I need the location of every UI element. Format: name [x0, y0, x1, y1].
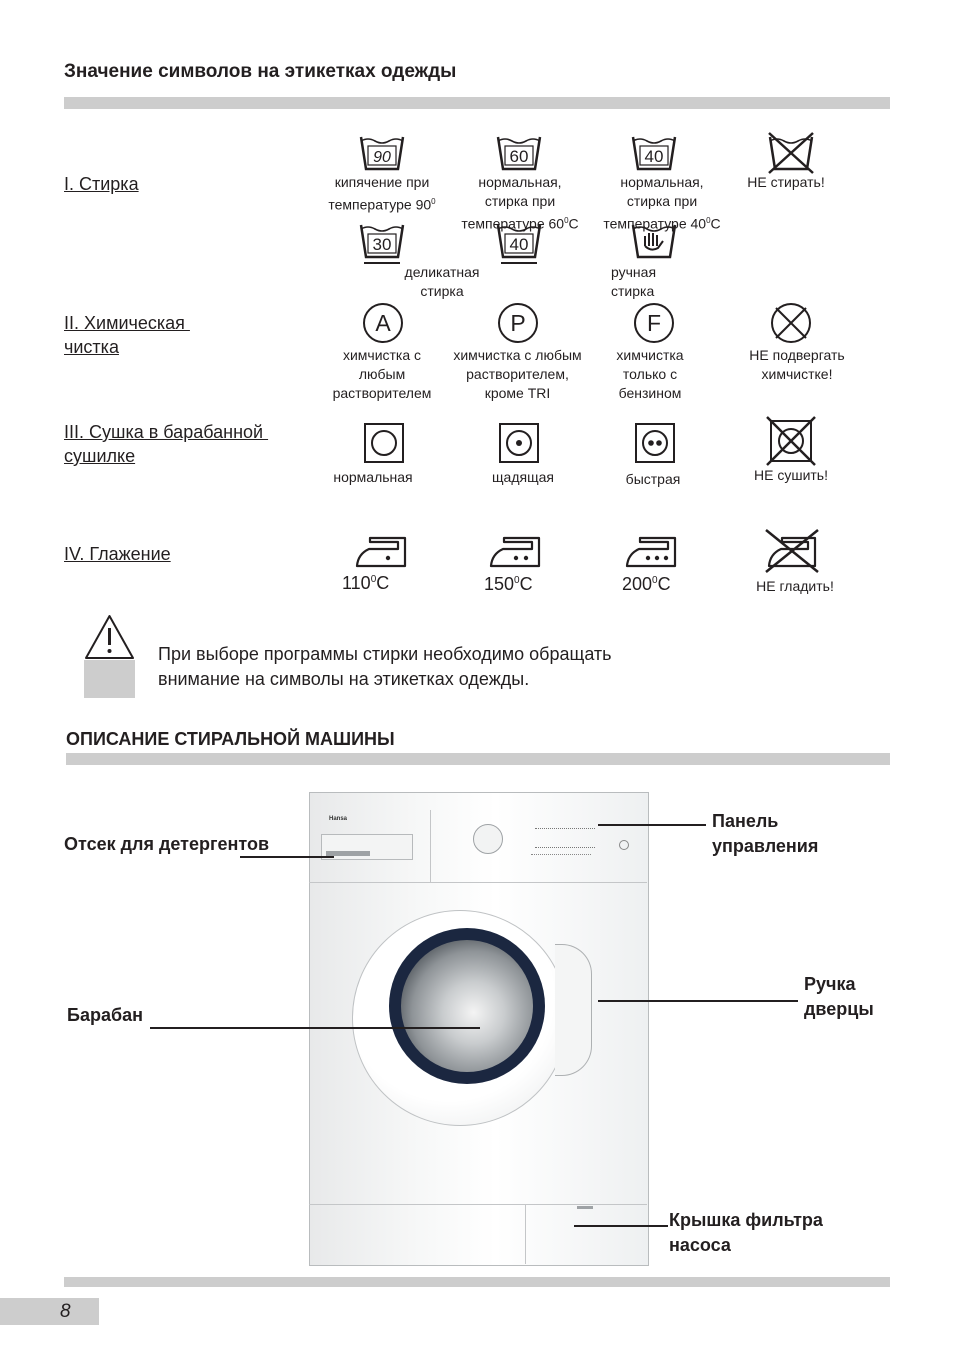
section-dry-cleaning: II. Химическая чистка: [64, 313, 190, 357]
no-dry-clean-icon: [770, 302, 812, 344]
program-dial[interactable]: [473, 824, 503, 854]
hand-wash-icon: [632, 224, 676, 260]
page-number-box: [0, 1298, 99, 1325]
tumble-fast-icon: [635, 423, 675, 463]
dry-clean-p-caption: химчистка с любым растворителем, кроме TRI: [453, 347, 582, 401]
wash-90-icon: [360, 136, 404, 172]
section-drying: III. Сушка в барабанной сушилке: [64, 422, 269, 466]
label-drum: Барабан: [67, 1005, 143, 1025]
no-tumble-dry-icon: [766, 416, 816, 466]
wash-30-temp: 30: [372, 235, 392, 254]
dry-clean-a-caption: химчистка с любым растворителем: [332, 347, 432, 401]
section-washing: I. Стирка: [64, 174, 139, 194]
dry-clean-f-caption: химчистка только с бензином: [616, 347, 684, 401]
detergent-drawer[interactable]: [321, 834, 413, 860]
dry-clean-p-icon: [497, 302, 539, 344]
dry-clean-f-icon: [633, 302, 675, 344]
filter-cover[interactable]: [525, 1204, 648, 1264]
no-iron-icon: [764, 528, 820, 574]
warning-box: [84, 614, 135, 698]
tumble-normal-icon: [364, 423, 404, 463]
wash-40-caption: нормальная, стирка при температуре $40^0С$: [603, 174, 721, 232]
tumble-normal-caption: нормальная: [333, 469, 413, 485]
label-detergent-drawer: Отсек для детергентов: [64, 834, 270, 854]
start-button[interactable]: [619, 840, 629, 850]
page-number: 8: [60, 1301, 71, 1322]
wash-40-icon: [632, 136, 676, 172]
delicate-caption: деликатная стирка: [404, 264, 480, 299]
no-wash-icon: [768, 132, 814, 174]
wash-60-temp: 60: [509, 147, 529, 166]
iron-medium-icon: [490, 536, 542, 568]
leader-filter-cover: [574, 1225, 668, 1227]
wash-60-caption: нормальная, стирка при температуре $60^0С$: [461, 174, 579, 232]
label-control-panel: Панель управления: [712, 811, 819, 856]
iron-low-icon: [356, 536, 408, 568]
tumble-gentle-caption: щадящая: [492, 469, 554, 485]
door-handle[interactable]: [555, 944, 592, 1076]
no-iron-caption: НЕ гладить!: [756, 578, 834, 594]
tumble-fast-caption: быстрая: [625, 471, 681, 487]
dry-clean-p-letter: P: [510, 310, 526, 336]
page-title: Значение символов на этикетках одежды: [64, 61, 457, 82]
label-filter-cover: Крышка фильтра насоса: [669, 1210, 823, 1255]
wash-40-temp: 40: [644, 147, 664, 166]
wash-30-delicate-icon: [360, 224, 404, 268]
iron-high-icon: [626, 536, 678, 568]
warning-text: При выборе программы стирки необходимо обращать внимание на символы на этикетках одежды.: [158, 644, 612, 689]
dry-clean-a-letter: A: [375, 310, 391, 336]
iron-110-label: $110^0C$: [342, 573, 390, 593]
wash-90-temp: 90: [373, 149, 391, 166]
iron-150-label: $150^0C$: [484, 574, 533, 594]
dry-clean-a-icon: [362, 302, 404, 344]
wash-90-caption: кипячение при температуре $90^0$: [328, 174, 436, 213]
tumble-gentle-icon: [499, 423, 539, 463]
machine-section-title: ОПИСАНИЕ СТИРАЛЬНОЙ МАШИНЫ: [66, 729, 395, 749]
washing-machine-illustration: [309, 792, 649, 1266]
iron-200-label: $200^0C$: [622, 574, 671, 594]
wash-40-delicate-icon: [497, 224, 541, 268]
machine-brand-logo: Hansa: [329, 816, 348, 822]
wash-40-delicate-temp: 40: [509, 235, 529, 254]
no-tumble-dry-caption: НЕ сушить!: [754, 467, 828, 483]
machine-title-divider: [66, 753, 890, 765]
label-door-handle: Ручка дверцы: [804, 974, 874, 1019]
no-wash-caption: НЕ стирать!: [747, 174, 825, 190]
leader-control-panel: [598, 824, 706, 826]
title-divider: [64, 97, 890, 109]
dry-clean-f-letter: F: [646, 310, 662, 336]
leader-detergent: [240, 856, 334, 858]
hand-wash-caption: ручная стирка: [611, 264, 657, 299]
leader-drum: [150, 1027, 480, 1029]
leader-door-handle: [598, 1000, 798, 1002]
drum: [401, 940, 533, 1072]
footer-divider: [64, 1277, 890, 1287]
wash-60-icon: [497, 136, 541, 172]
warning-triangle-icon: [84, 614, 135, 662]
no-dry-clean-caption: НЕ подвергать химчистке!: [749, 347, 845, 382]
section-ironing: IV. Глажение: [64, 544, 171, 564]
